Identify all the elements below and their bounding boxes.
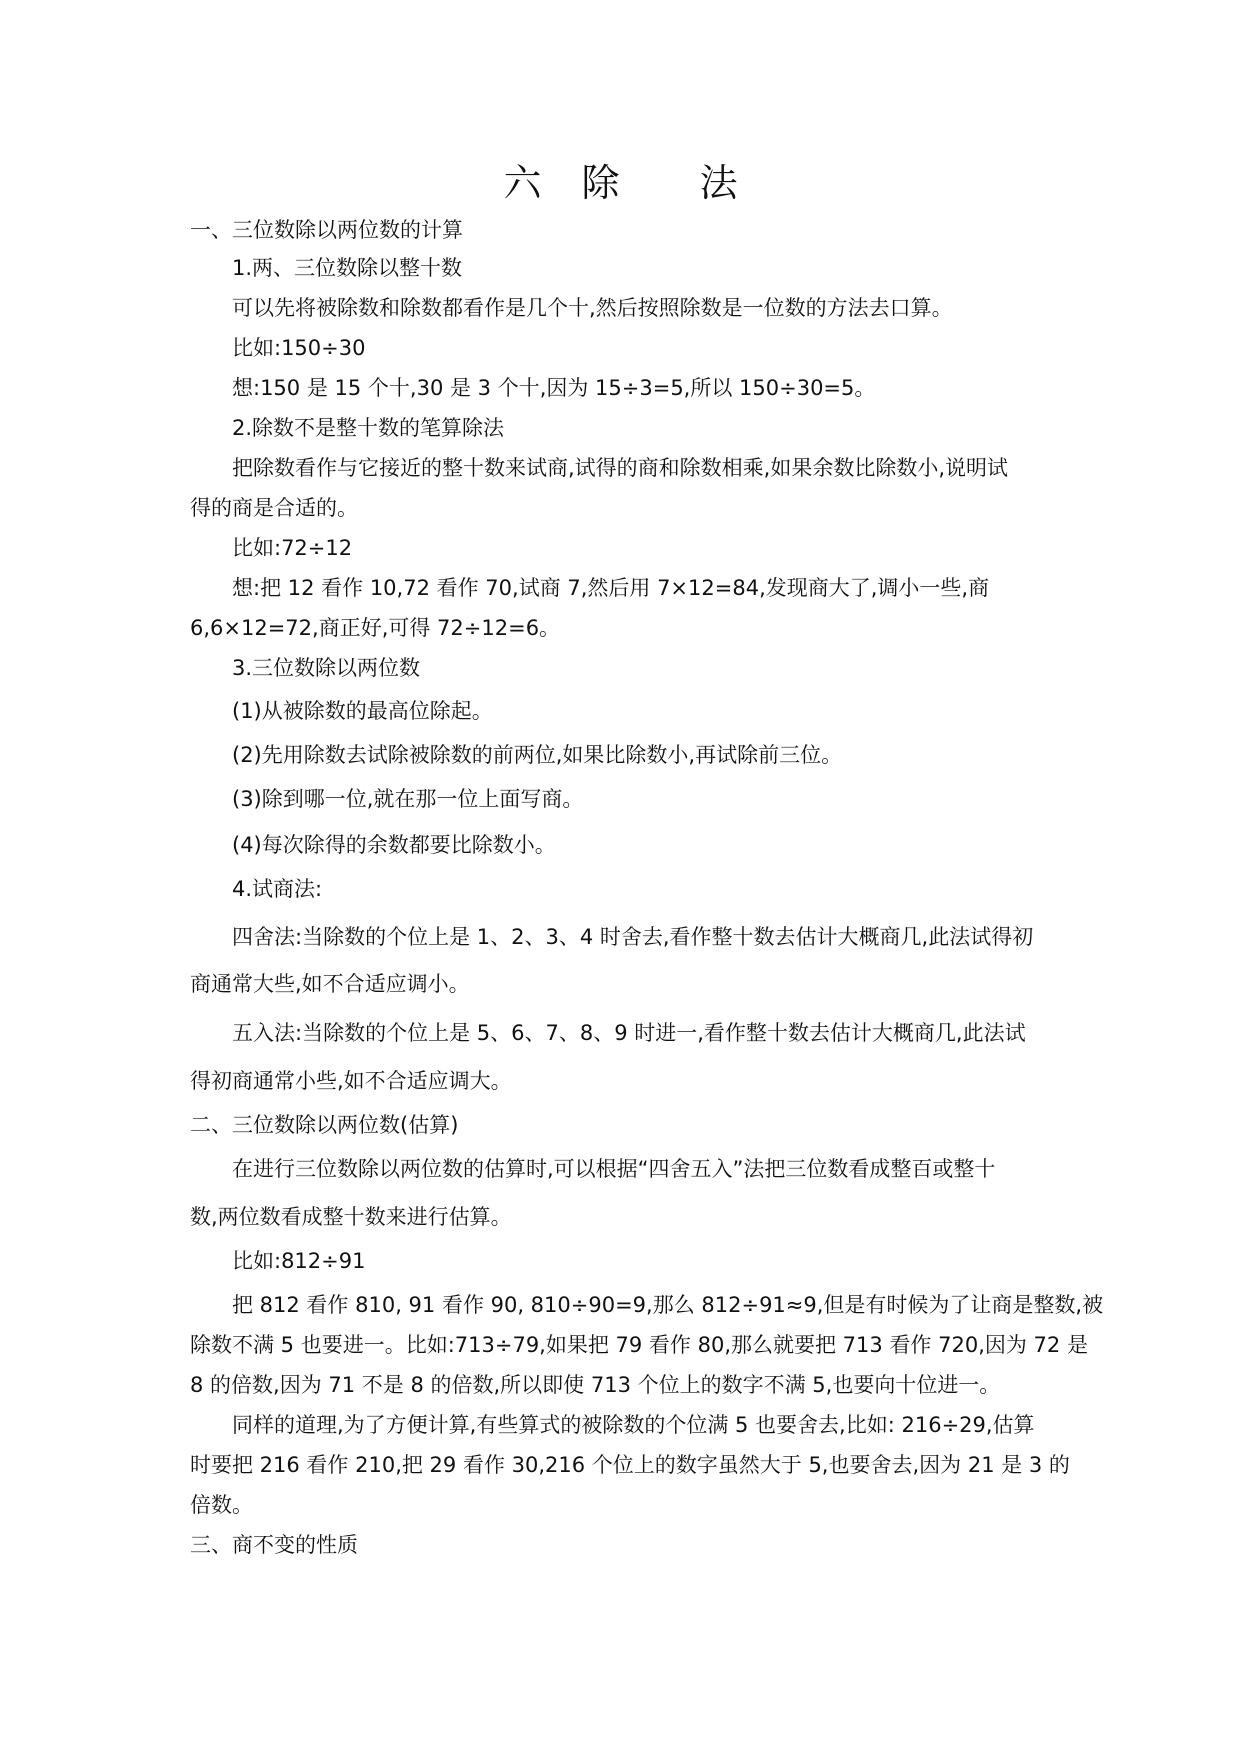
subsection-heading: 2.除数不是整十数的笔算除法	[232, 416, 505, 440]
paragraph-line: 把 812 看作 810, 91 看作 90, 810÷90=9,那么 812÷91≈9,但是有时候为了让商是整数,被	[232, 1293, 1104, 1317]
subsection-heading: 4.试商法:	[232, 877, 323, 901]
list-item: (1)从被除数的最高位除起。	[232, 699, 493, 723]
list-item: (2)先用除数去试除被除数的前两位,如果比除数小,再试除前三位。	[232, 743, 843, 767]
title-char-3: 法	[699, 161, 738, 205]
list-item: (3)除到哪一位,就在那一位上面写商。	[232, 787, 584, 811]
section-heading-2: 二、三位数除以两位数(估算)	[190, 1113, 459, 1137]
paragraph-line: 倍数。	[190, 1493, 253, 1517]
paragraph-line: 商通常大些,如不合适应调小。	[190, 972, 470, 996]
title-char-1: 六	[503, 161, 542, 205]
paragraph-line: 同样的道理,为了方便计算,有些算式的被除数的个位满 5 也要舍去,比如: 216÷29,估算	[232, 1413, 1035, 1437]
paragraph-line: 把除数看作与它接近的整十数来试商,试得的商和除数相乘,如果余数比除数小,说明试	[232, 456, 1009, 480]
example-line: 比如:812÷91	[232, 1249, 366, 1273]
section-heading-1: 一、三位数除以两位数的计算	[190, 218, 463, 242]
subsection-heading: 1.两、三位数除以整十数	[232, 256, 463, 280]
paragraph-line: 数,两位数看成整十数来进行估算。	[190, 1205, 512, 1229]
section-heading-3: 三、商不变的性质	[190, 1533, 358, 1557]
list-item: (4)每次除得的余数都要比除数小。	[232, 833, 556, 857]
paragraph-line: 得初商通常小些,如不合适应调大。	[190, 1069, 512, 1093]
paragraph-line: 想:150 是 15 个十,30 是 3 个十,因为 15÷3=5,所以 150÷30=5。	[232, 376, 876, 400]
example-line: 比如:72÷12	[232, 536, 353, 560]
paragraph-line: 五入法:当除数的个位上是 5、6、7、8、9 时进一,看作整十数去估计大概商几,此法试	[232, 1021, 1026, 1045]
subsection-heading: 3.三位数除以两位数	[232, 656, 421, 680]
paragraph-line: 得的商是合适的。	[190, 496, 358, 520]
example-line: 比如:150÷30	[232, 336, 366, 360]
paragraph-line: 时要把 216 看作 210,把 29 看作 30,216 个位上的数字虽然大于 5,也要舍去,因为 21 是 3 的	[190, 1453, 1070, 1477]
paragraph-line: 可以先将被除数和除数都看作是几个十,然后按照除数是一位数的方法去口算。	[232, 296, 953, 320]
paragraph-line: 在进行三位数除以两位数的估算时,可以根据“四舍五入”法把三位数看成整百或整十	[232, 1157, 996, 1181]
page-title	[0, 158, 1241, 208]
paragraph-line: 四舍法:当除数的个位上是 1、2、3、4 时舍去,看作整十数去估计大概商几,此法试得初	[232, 925, 1034, 949]
paragraph-line: 除数不满 5 也要进一。比如:713÷79,如果把 79 看作 80,那么就要把 713 看作 720,因为 72 是	[190, 1333, 1088, 1357]
paragraph-line: 想:把 12 看作 10,72 看作 70,试商 7,然后用 7×12=84,发现商大了,调小一些,商	[232, 576, 990, 600]
paragraph-line: 6,6×12=72,商正好,可得 72÷12=6。	[190, 616, 561, 640]
title-char-2: 除	[581, 161, 620, 205]
paragraph-line: 8 的倍数,因为 71 不是 8 的倍数,所以即使 713 个位上的数字不满 5,也要向十位进一。	[190, 1373, 1001, 1397]
